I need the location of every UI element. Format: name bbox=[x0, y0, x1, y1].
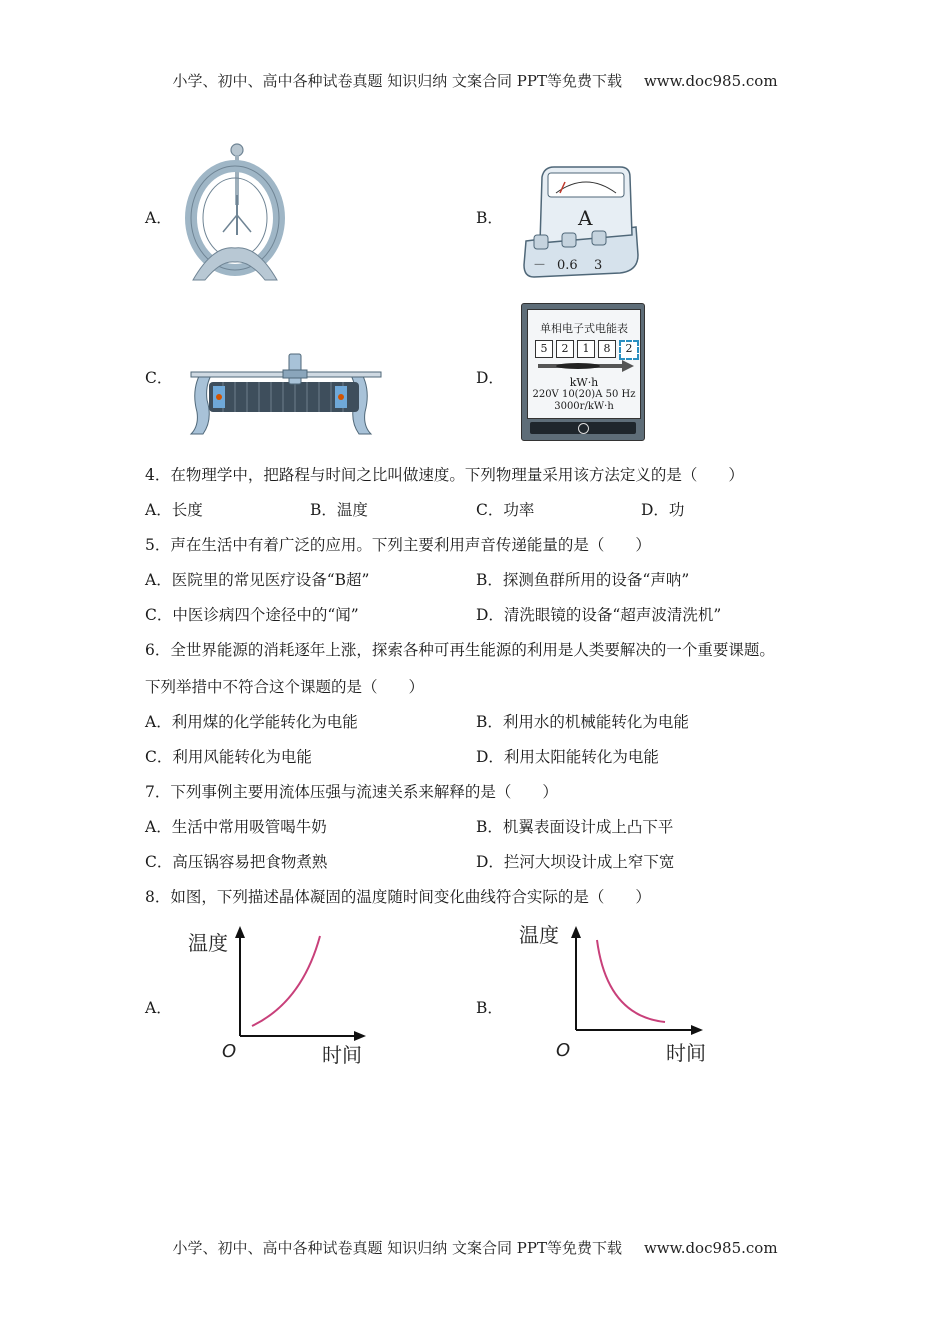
meter-disc-arrow bbox=[536, 359, 636, 373]
q7-option-a: A．生活中常用吸管喝牛奶 bbox=[145, 818, 327, 836]
q6-option-b: B．利用水的机械能转化为电能 bbox=[476, 713, 689, 731]
ammeter-letter: A bbox=[578, 206, 593, 230]
q4-option-a: A．长度 bbox=[145, 501, 203, 519]
graph-a-ylabel: 温度 bbox=[188, 931, 228, 955]
q5-stem: 5．声在生活中有着广泛的应用。下列主要利用声音传递能量的是（ ） bbox=[145, 536, 651, 554]
meter-digits bbox=[535, 340, 639, 360]
q5-option-c: C．中医诊病四个途径中的“闻” bbox=[145, 606, 359, 624]
q6-option-d: D．利用太阳能转化为电能 bbox=[476, 748, 659, 766]
q7-option-c: C．高压锅容易把食物煮熟 bbox=[145, 853, 328, 871]
meter-unit: kW·h bbox=[569, 376, 599, 389]
ammeter-terminal-3: 3 bbox=[594, 258, 603, 273]
meter-digit-decimal: 2 bbox=[619, 340, 639, 360]
q8-option-a-label: A． bbox=[145, 999, 172, 1017]
q6-stem-cont: 下列举措中不符合这个课题的是（ ） bbox=[145, 678, 425, 696]
ammeter-terminal-neg: － bbox=[533, 258, 547, 273]
graph-a-origin: O bbox=[222, 1041, 237, 1062]
footer-url[interactable]: www.doc985.com bbox=[643, 1239, 778, 1257]
graph-b-curve bbox=[597, 940, 665, 1022]
graph-b-ylabel: 温度 bbox=[519, 923, 559, 947]
q7-stem: 7．下列事例主要用流体压强与流速关系来解释的是（ ） bbox=[145, 783, 558, 801]
page-footer bbox=[0, 1237, 950, 1258]
graph-a-xlabel: 时间 bbox=[322, 1043, 362, 1067]
ammeter-image bbox=[520, 163, 642, 281]
q8-stem: 8．如图，下列描述晶体凝固的温度随时间变化曲线符合实际的是（ ） bbox=[145, 888, 651, 906]
q3-option-d-label: D． bbox=[476, 369, 504, 387]
q5-option-a: A．医院里的常见医疗设备“B超” bbox=[145, 571, 370, 589]
meter-rate: 3000r/kW·h bbox=[554, 401, 614, 412]
q4-stem: 4．在物理学中，把路程与时间之比叫做速度。下列物理量采用该方法定义的是（ ） bbox=[145, 466, 744, 484]
q8-option-b-label: B． bbox=[476, 999, 503, 1017]
electricity-meter-image bbox=[521, 303, 645, 441]
rheostat-image bbox=[183, 350, 391, 438]
meter-base bbox=[530, 422, 636, 434]
graph-b-xlabel: 时间 bbox=[666, 1041, 706, 1065]
q5-option-b: B．探测鱼群所用的设备“声呐” bbox=[476, 571, 690, 589]
q4-option-d: D．功 bbox=[641, 501, 685, 519]
meter-spec: 220V 10(20)A 50 Hz bbox=[532, 389, 636, 400]
q6-stem: 6．全世界能源的消耗逐年上涨，探索各种可再生能源的利用是人类要解决的一个重要课题。 bbox=[145, 641, 775, 659]
q4-option-b: B．温度 bbox=[310, 501, 368, 519]
meter-digit: 8 bbox=[598, 340, 616, 358]
graph-b bbox=[515, 918, 715, 1070]
graph-a bbox=[180, 920, 380, 1070]
footer-text: 小学、初中、高中各种试卷真题 知识归纳 文案合同 PPT等免费下载 bbox=[172, 1239, 622, 1257]
q3-option-a-label: A． bbox=[145, 209, 172, 227]
meter-digit: 5 bbox=[535, 340, 553, 358]
q4-option-c: C．功率 bbox=[476, 501, 535, 519]
q6-option-c: C．利用风能转化为电能 bbox=[145, 748, 312, 766]
meter-digit: 2 bbox=[556, 340, 574, 358]
meter-title: 单相电子式电能表 bbox=[540, 322, 628, 335]
q7-option-d: D．拦河大坝设计成上窄下宽 bbox=[476, 853, 675, 871]
meter-screw-icon bbox=[578, 423, 589, 434]
meter-digit: 1 bbox=[577, 340, 595, 358]
ammeter-terminal-06: 0.6 bbox=[557, 258, 578, 273]
meter-panel bbox=[527, 309, 641, 419]
graph-a-curve bbox=[252, 936, 320, 1026]
q7-option-b: B．机翼表面设计成上凸下平 bbox=[476, 818, 674, 836]
q6-option-a: A．利用煤的化学能转化为电能 bbox=[145, 713, 358, 731]
header-url[interactable]: www.doc985.com bbox=[643, 72, 778, 90]
page-header bbox=[0, 70, 950, 91]
ring-apparatus-image bbox=[183, 140, 288, 285]
graph-b-origin: O bbox=[556, 1040, 571, 1061]
q3-option-c-label: C． bbox=[145, 369, 173, 387]
header-text: 小学、初中、高中各种试卷真题 知识归纳 文案合同 PPT等免费下载 bbox=[172, 72, 622, 90]
q3-option-b-label: B． bbox=[476, 209, 503, 227]
q5-option-d: D．清洗眼镜的设备“超声波清洗机” bbox=[476, 606, 722, 624]
